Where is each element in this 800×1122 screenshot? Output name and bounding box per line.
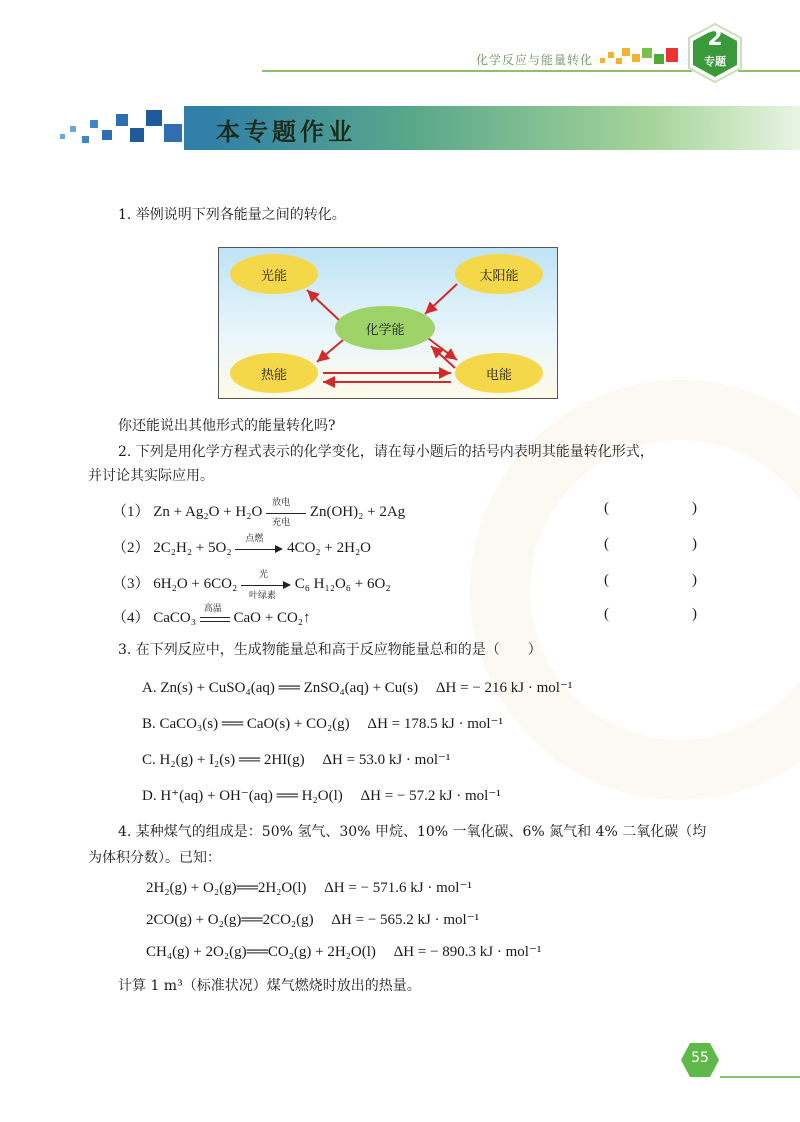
q2-item-1	[112, 496, 406, 527]
badge-label: 专题	[704, 55, 726, 68]
question-4-final: 计算 1 m³（标准状况）煤气燃烧时放出的热量。	[118, 978, 421, 994]
header-pixel-decoration	[600, 44, 680, 72]
arrow-solar-to-chem	[425, 284, 457, 314]
label-light: 光能	[260, 269, 287, 284]
answer-paren-close: )	[692, 572, 697, 588]
q2-item-num: （1）	[112, 504, 150, 520]
page-number: 55	[691, 1050, 709, 1066]
footer-rule	[720, 1076, 800, 1078]
q3-option-b: B. CaCO₃(s) ══ CaO(s) + CO₂(g) ΔH = 178.5 kJ · mol⁻¹	[142, 716, 503, 732]
answer-paren-open: (	[604, 572, 609, 588]
question-2-line-1: 2. 下列是用化学方程式表示的化学变化，请在每小题后的括号内表明其能量转化形式，	[118, 444, 654, 460]
q3-option-d: D. H⁺(aq) + OH⁻(aq) ══ H₂O(l) ΔH = − 57.2 kJ · mol⁻¹	[142, 788, 501, 804]
label-solar: 太阳能	[479, 269, 519, 284]
energy-diagram	[218, 247, 558, 399]
chapter-title: 化学反应与能量转化	[476, 53, 594, 67]
banner-pixel-decoration	[60, 106, 206, 150]
header-rule-right	[738, 70, 800, 72]
q4-equation-3: CH₄(g) + 2O₂(g)══CO₂(g) + 2H₂O(l) ΔH = − 890.3 kJ · mol⁻¹	[146, 944, 542, 960]
question-1-followup: 你还能说出其他形式的能量转化吗?	[118, 418, 336, 434]
answer-paren-close: )	[692, 500, 697, 516]
q3-option-c: C. H₂(g) + I₂(s) ══ 2HI(g) ΔH = 53.0 kJ · mol⁻¹	[142, 752, 451, 768]
answer-paren-open: (	[604, 606, 609, 622]
section-title: 本专题作业	[216, 118, 356, 146]
q2-item-arrow: 点燃	[235, 541, 283, 557]
answer-paren-open: (	[604, 536, 609, 552]
q2-item-4: （4） CaCO₃ 高温 CaO + CO₂↑	[112, 602, 311, 626]
arrow-chem-to-heat	[317, 340, 343, 362]
q2-item-rhs: Zn(OH)₂ + 2Ag	[309, 504, 406, 520]
q4-equation-1: 2H₂(g) + O₂(g)══2H₂O(l) ΔH = − 571.6 kJ · mol⁻¹	[146, 880, 472, 896]
q2-item-arrow: 高温	[200, 611, 230, 627]
q3-option-a: A. Zn(s) + CuSO₄(aq) ══ ZnSO₄(aq) + Cu(s) ΔH = − 216 kJ · mol⁻¹	[142, 680, 573, 696]
answer-paren-close: )	[692, 536, 697, 552]
badge-number: 2	[707, 26, 723, 51]
label-electric: 电能	[485, 368, 512, 383]
q2-item-3: （3） 6H₂O + 6CO₂ 光 叶绿素 C₆ H₁₂O₆ + 6O₂	[112, 568, 391, 600]
label-chemical: 化学能	[365, 323, 405, 338]
question-4-line-2: 为体积分数）。已知：	[88, 850, 221, 866]
arrow-chem-to-light	[307, 290, 339, 320]
q4-equation-2: 2CO(g) + O₂(g)══2CO₂(g) ΔH = − 565.2 kJ · mol⁻¹	[146, 912, 480, 928]
q2-item-2: （2） 2C₂H₂ + 5O₂ 点燃 4CO₂ + 2H₂O	[112, 532, 372, 556]
q2-item-arrow: 放电 充电	[266, 505, 306, 521]
question-3-text: 3. 在下列反应中，生成物能量总和高于反应物能量总和的是（ ）	[118, 642, 542, 658]
answer-paren-close: )	[692, 606, 697, 622]
q2-item-lhs: Zn + Ag₂O + H₂O	[153, 504, 263, 520]
q2-item-arrow: 光 叶绿素	[241, 577, 291, 593]
question-4-line-1: 4. 某种煤气的组成是：50% 氢气、30% 甲烷、10% 一氧化碳、6% 氮气和 4% 二氧化碳（均	[118, 824, 707, 840]
answer-paren-open: (	[604, 500, 609, 516]
question-2-line-2: 并讨论其实际应用。	[88, 468, 214, 484]
question-1-text: 1. 举例说明下列各能量之间的转化。	[118, 207, 346, 223]
label-heat: 热能	[260, 368, 287, 383]
